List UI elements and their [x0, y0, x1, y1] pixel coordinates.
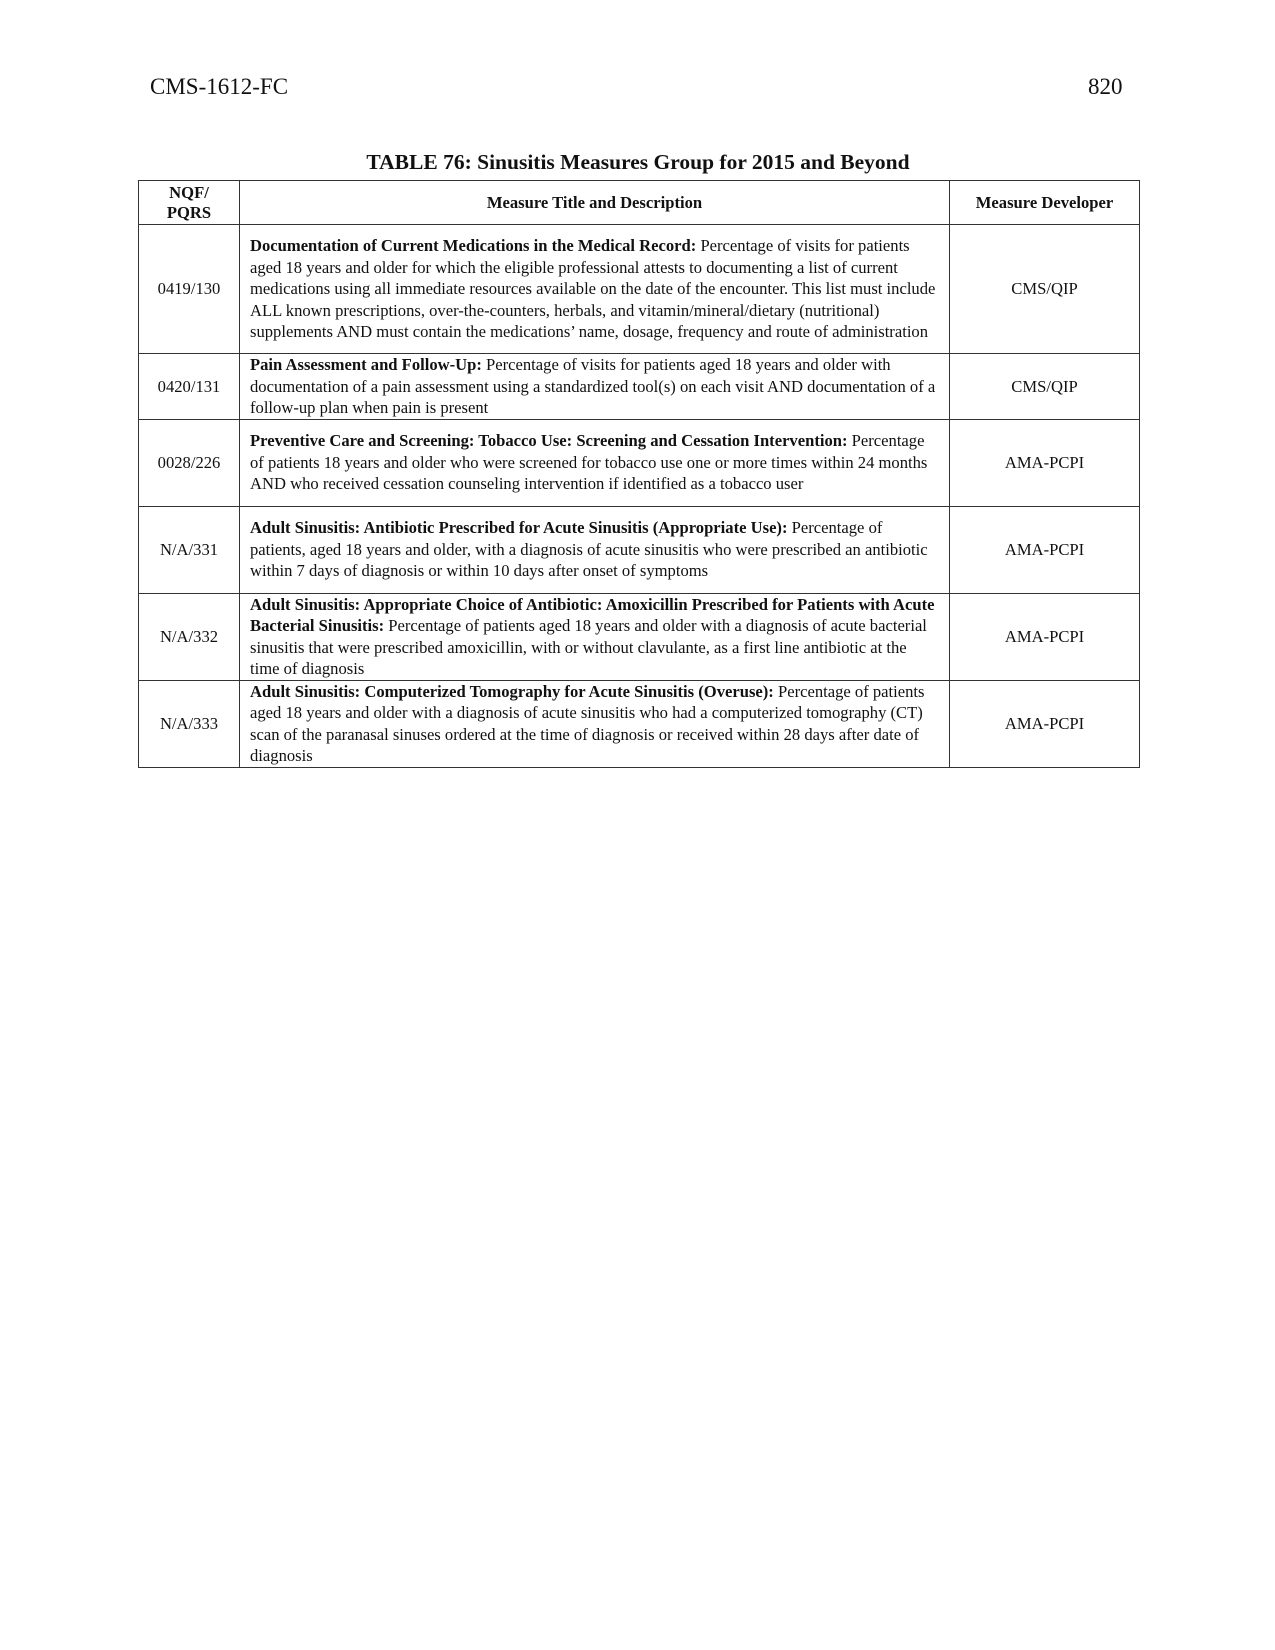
table-row [139, 680, 1140, 767]
measure-description: Percentage of patients aged 18 years and older with a diagnosis of acute sinusitis who had a computerized tomography (CT) scan of the paranasal sinuses ordered at the time of diagnosis or received within 28 days after date of diagnosis [250, 681, 925, 765]
measure-title: Adult Sinusitis: Computerized Tomography for Acute Sinusitis (Overuse): [250, 681, 774, 701]
table-row [139, 354, 1140, 420]
measure-description-cell [240, 225, 950, 354]
document-id: CMS-1612-FC [150, 74, 289, 99]
measure-description: Percentage of patients, aged 18 years and older, with a diagnosis of acute sinusitis who were prescribed an antibiotic within 7 days of diagnosis or within 10 days after onset of symptoms [250, 518, 928, 581]
measure-developer: AMA-PCPI [950, 680, 1140, 767]
column-header-developer: Measure Developer [950, 181, 1140, 225]
measure-description: Percentage of patients 18 years and older who were screened for tobacco use one or more times within 24 months AND who received cessation counseling intervention if identified as a tobacco user [250, 431, 928, 494]
measure-developer: AMA-PCPI [950, 593, 1140, 680]
measure-title: Preventive Care and Screening: Tobacco Use: Screening and Cessation Intervention: [250, 431, 848, 451]
measure-id: N/A/333 [139, 680, 240, 767]
measure-developer: CMS/QIP [950, 225, 1140, 354]
measure-description-cell [240, 354, 950, 420]
measure-title: Adult Sinusitis: Appropriate Choice of Antibiotic: Amoxicillin Prescribed for Patients with Acute Bacterial Sinusitis: [250, 594, 935, 635]
measure-id: 0028/226 [139, 419, 240, 506]
column-header-nqf-pqrs [139, 181, 240, 225]
measure-id: 0420/131 [139, 354, 240, 420]
measure-id: N/A/332 [139, 593, 240, 680]
measure-developer: AMA-PCPI [950, 419, 1140, 506]
measures-table [138, 180, 1140, 768]
table-row [139, 419, 1140, 506]
measure-description: Percentage of visits for patients aged 18 years and older for which the eligible professional attests to documenting a list of current medications using all immediate resources available on the date of the encounter. This list must include ALL known prescriptions, over-the-counters, herbals, and vitamin/mineral/dietary (nutritional) supplements AND must contain the medications’ name, dosage, frequency and route of administration [250, 236, 936, 342]
column-header-description: Measure Title and Description [240, 181, 950, 225]
measure-title: Adult Sinusitis: Antibiotic Prescribed for Acute Sinusitis (Appropriate Use): [250, 518, 788, 538]
measure-description-cell [240, 506, 950, 593]
measure-description: Percentage of visits for patients aged 18 years and older with documentation of a pain assessment using a standardized tool(s) on each visit AND documentation of a follow-up plan when pain is present [250, 355, 936, 417]
measure-title: Pain Assessment and Follow-Up: [250, 355, 482, 374]
column-header-id-line2: PQRS [166, 202, 212, 222]
table-title: TABLE 76: Sinusitis Measures Group for 2015 and Beyond [366, 150, 910, 174]
measure-description-cell [240, 593, 950, 680]
table-row [139, 593, 1140, 680]
measure-id: 0419/130 [139, 225, 240, 354]
measure-title: Documentation of Current Medications in the Medical Record: [250, 236, 697, 256]
table-header-row [139, 181, 1140, 225]
page-number: 820 [1088, 74, 1123, 99]
measure-id: N/A/331 [139, 506, 240, 593]
measure-description: Percentage of patients aged 18 years and older with a diagnosis of acute bacterial sinusitis that were prescribed amoxicillin, with or without clavulante, as a first line antibiotic at the time of diagnosis [250, 616, 927, 678]
column-header-id-line1: NQF/ [169, 182, 209, 202]
measure-developer: AMA-PCPI [950, 506, 1140, 593]
measure-developer: CMS/QIP [950, 354, 1140, 420]
table-row [139, 225, 1140, 354]
table-row [139, 506, 1140, 593]
measure-description-cell [240, 680, 950, 767]
measure-description-cell [240, 419, 950, 506]
